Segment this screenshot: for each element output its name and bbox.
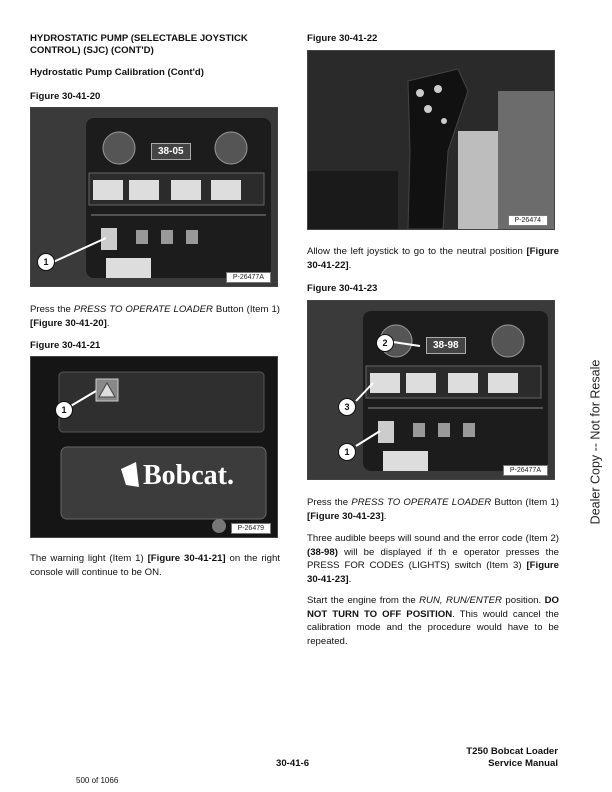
figure-21-title: Figure 30-41-21 [30, 340, 101, 351]
section-heading: HYDROSTATIC PUMP (SELECTABLE JOYSTICK CONTROL) (SJC) (CONT'D) [30, 33, 248, 56]
dash-panel-illustration [31, 108, 277, 286]
figure-label: P-26477A [503, 465, 548, 476]
error-code-display: 38-05 [151, 143, 191, 160]
figure-23-title: Figure 30-41-23 [307, 283, 378, 294]
figure-label: P-26474 [508, 215, 548, 226]
bobcat-logo: Bobcat. [143, 460, 234, 491]
callout-1: 1 [55, 401, 73, 419]
page-count: 500 of 1066 [76, 776, 119, 785]
figure-30-41-21-image [30, 356, 278, 538]
paragraph-press-loader-2: Press the PRESS TO OPERATE LOADER Button (Item 1) [Figure 30-41-23]. [307, 497, 559, 522]
figure-22-title: Figure 30-41-22 [307, 33, 378, 44]
joystick-illustration [308, 51, 554, 229]
page-number: 30-41-6 [276, 758, 310, 769]
manual-name: Service Manual [488, 758, 558, 769]
figure-label: P-26477A [226, 272, 271, 283]
figure-30-41-22-image [307, 50, 555, 230]
paragraph-warning-light: The warning light (Item 1) [Figure 30-41-21] on the right console will continue to be ON. [30, 553, 280, 578]
figure-label: P-26479 [231, 523, 271, 534]
console-illustration [31, 357, 277, 537]
callout-1: 1 [37, 253, 55, 271]
paragraph-press-loader: Press the PRESS TO OPERATE LOADER Button (Item 1) [Figure 30-41-20]. [30, 304, 280, 329]
figure-30-41-20-image [30, 107, 278, 287]
paragraph-joystick-neutral: Allow the left joystick to go to the neutral position [Figure 30-41-22]. [307, 246, 559, 271]
subsection-heading: Hydrostatic Pump Calibration (Cont'd) [30, 67, 204, 78]
callout-1: 1 [338, 443, 356, 461]
dealer-copy-watermark: Dealer Copy -- Not for Resale [588, 359, 602, 525]
figure-30-41-23-image [307, 300, 555, 480]
error-code-display: 38-98 [426, 337, 466, 354]
paragraph-beeps-error-code: Three audible beeps will sound and the error code (Item 2) (38-98) will be displayed if th e operator presses the PRESS FOR CODES (LIGHTS) switch (Item 3) [Figure 30-41-23]. [307, 533, 559, 585]
paragraph-start-engine: Start the engine from the RUN, RUN/ENTER position. DO NOT TURN TO OFF POSITION. This would cancel the calibration mode and the procedure would have to be repeated. [307, 595, 559, 647]
callout-2: 2 [376, 334, 394, 352]
product-name: T250 Bobcat Loader [466, 746, 558, 757]
callout-3: 3 [338, 398, 356, 416]
figure-20-title: Figure 30-41-20 [30, 91, 101, 102]
